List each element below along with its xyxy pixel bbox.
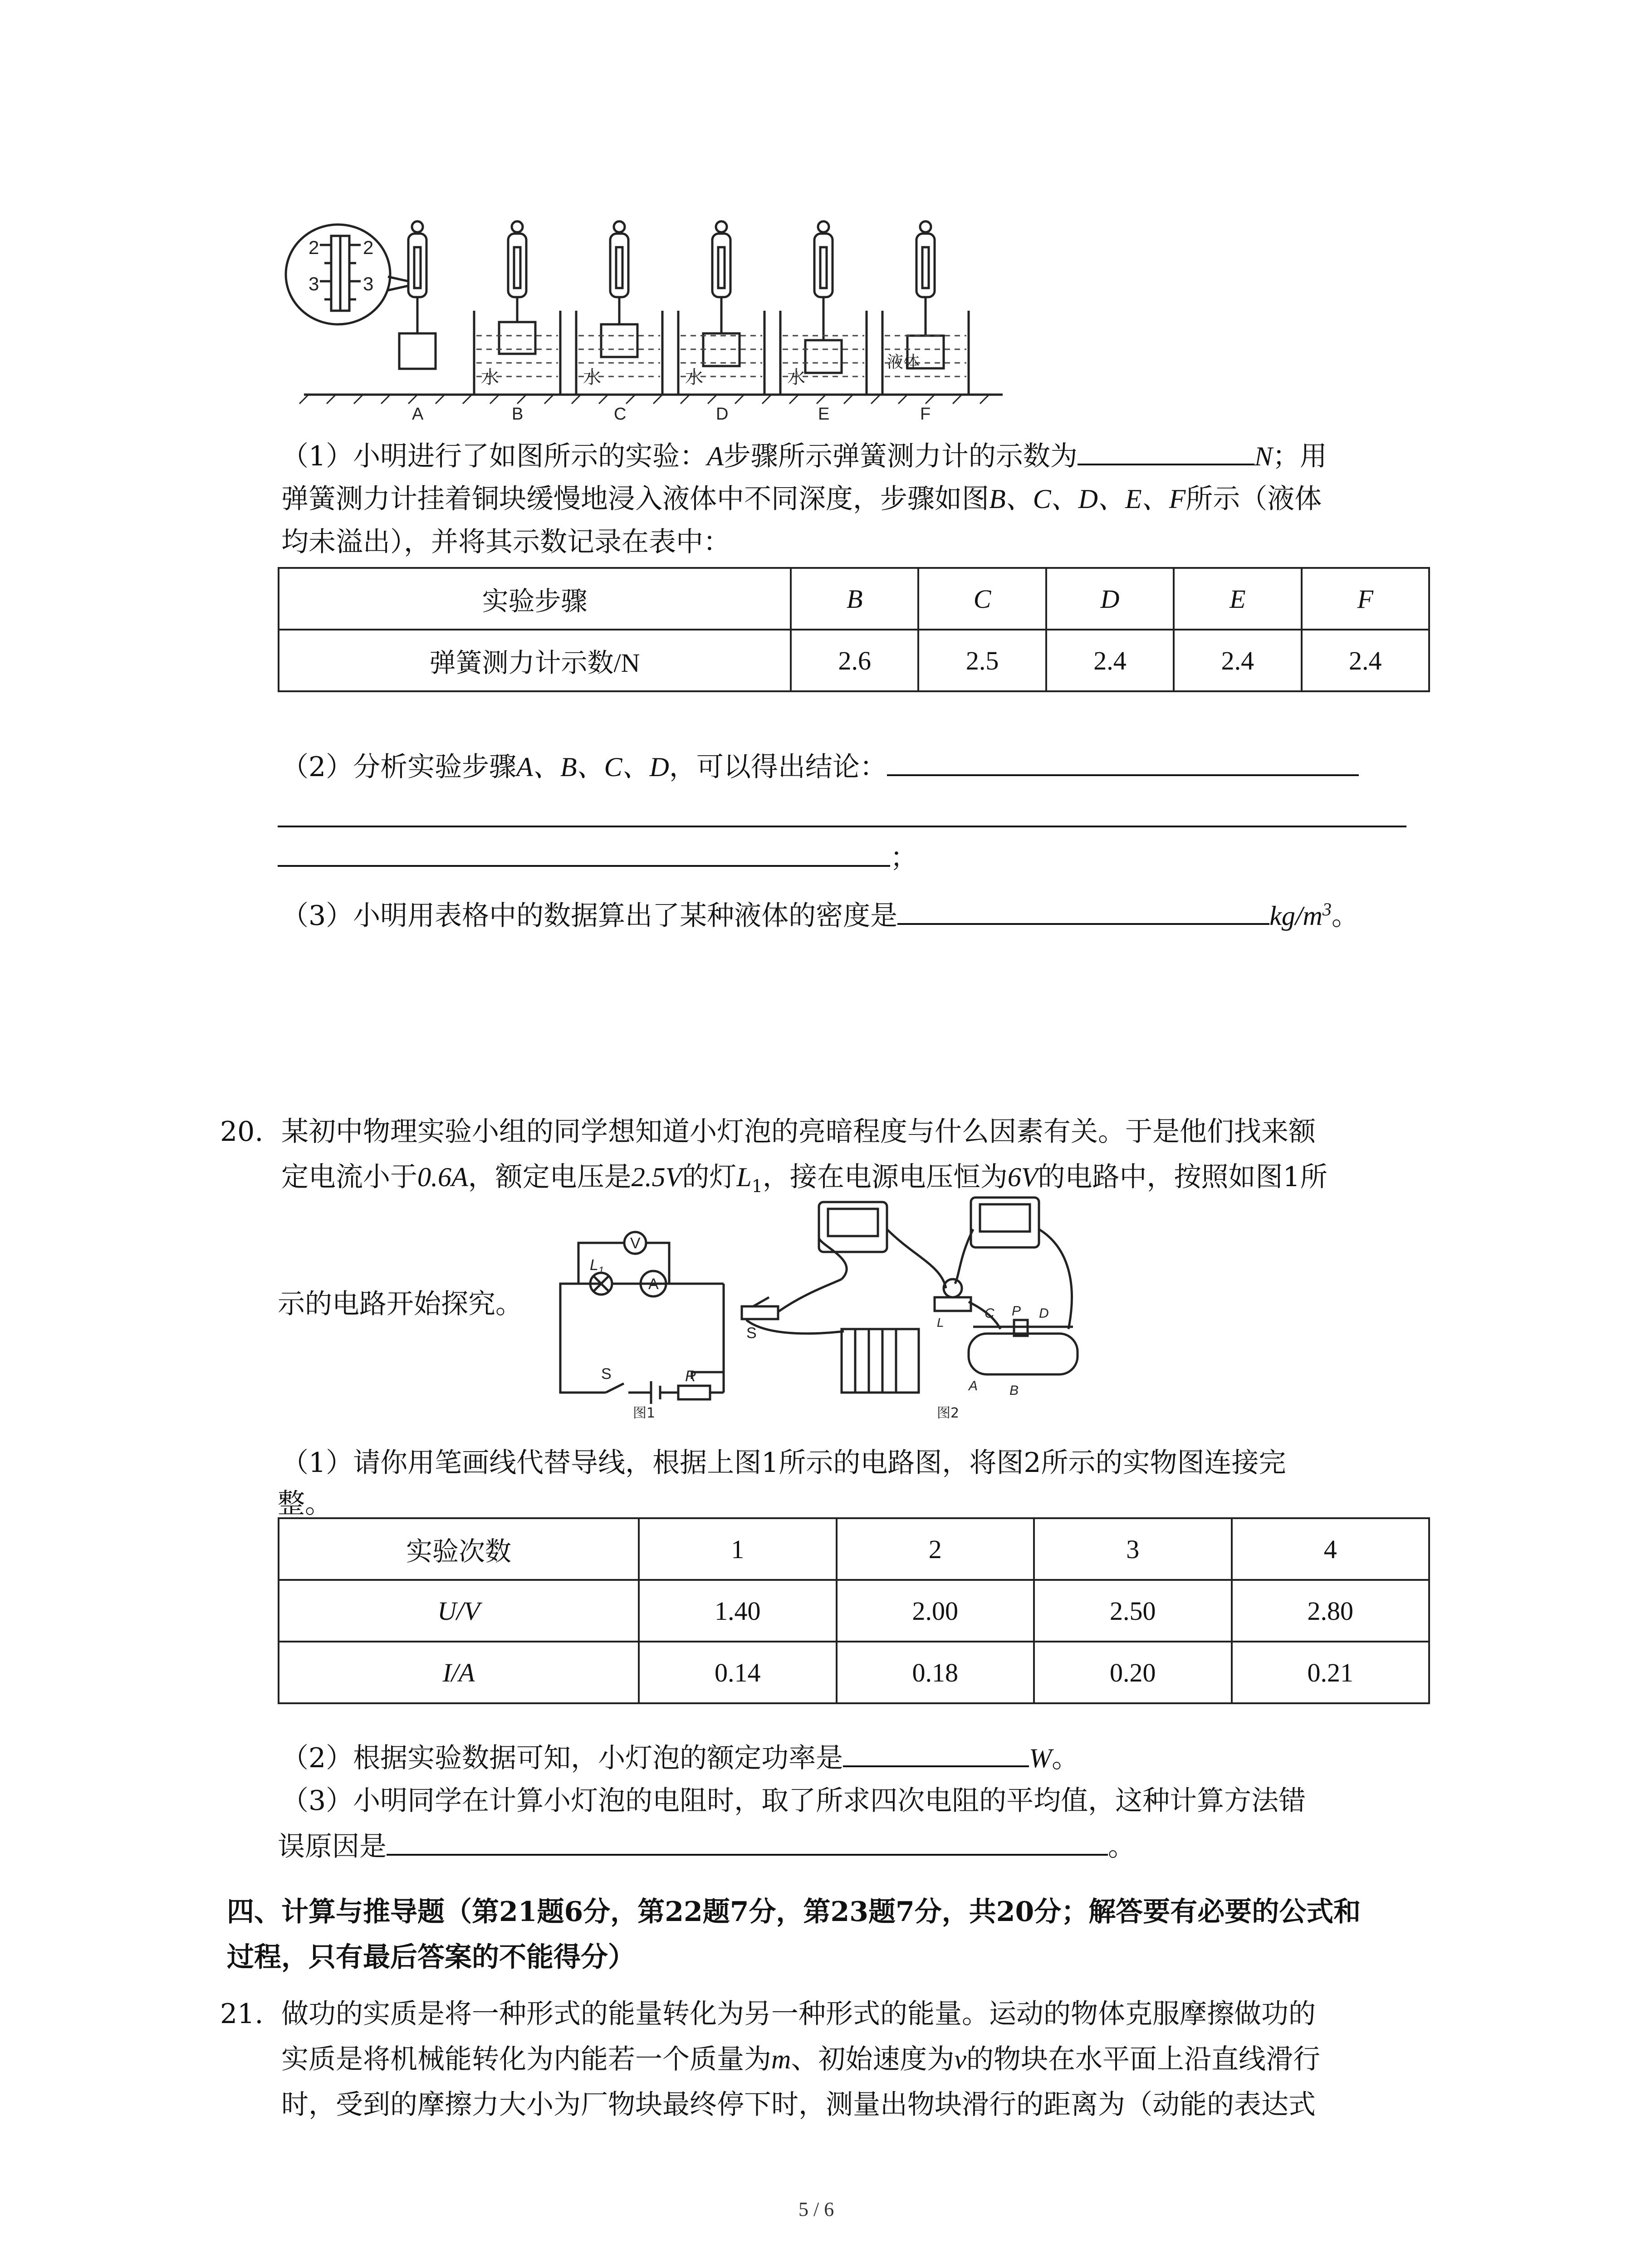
answer-blank[interactable] xyxy=(278,837,890,867)
q21-line1: 21. 做功的实质是将一种形式的能量转化为另一种形式的能量。运动的物体克服摩擦做功的 xyxy=(220,1996,1316,2032)
answer-blank[interactable] xyxy=(1078,435,1254,465)
liquid-label: 水 xyxy=(481,367,499,388)
table-header-cell: D xyxy=(1046,568,1174,630)
table-header-cell: 实验步骤 xyxy=(279,568,791,630)
table-header-cell: F xyxy=(1302,568,1429,630)
figure1-caption: 图1 xyxy=(633,1405,656,1420)
q19-part3: （3）小明用表格中的数据算出了某种液体的密度是 $kg/m^3$。 xyxy=(281,891,1359,934)
scale-label: 2 xyxy=(309,237,319,258)
q19-part1-line1: （1）小明进行了如图所示的实验：A步骤所示弹簧测力计的示数为 N；用 xyxy=(281,435,1327,474)
ammeter-label: A xyxy=(648,1276,659,1293)
table-row-label: I/A xyxy=(279,1642,639,1703)
terminal-d-label: D xyxy=(1039,1306,1049,1321)
step-label: E xyxy=(818,405,830,424)
q19-part2-line3: ； xyxy=(278,837,917,876)
terminal-b-label: B xyxy=(1009,1383,1019,1398)
section-heading-line1: 四、计算与推导题（第21题6分，第22题7分，第23题7分，共20分；解答要有必要的公式和 xyxy=(227,1896,1361,1928)
q20-part1-line1: （1）请你用笔画线代替导线，根据上图1所示的电路图，将图2所示的实物图连接完 xyxy=(281,1447,1286,1479)
terminal-a-label: A xyxy=(969,1378,978,1393)
figure2-caption: 图2 xyxy=(937,1405,960,1420)
spring-scale-figure xyxy=(277,213,1021,426)
table-header-cell: 3 xyxy=(1034,1518,1232,1580)
table-cell: 2.50 xyxy=(1034,1580,1232,1642)
step-label: C xyxy=(614,405,627,424)
step-label: F xyxy=(920,405,931,424)
table-cell: 1.40 xyxy=(639,1580,837,1642)
table-cell: 2.4 xyxy=(1302,630,1429,691)
table-cell: 2.00 xyxy=(837,1580,1034,1642)
scale-label: 2 xyxy=(363,237,374,258)
q20-part1-line2: 整。 xyxy=(278,1488,332,1520)
question-number: 20. xyxy=(220,1116,264,1148)
table-cell: 2.4 xyxy=(1174,630,1301,691)
circuit-figure xyxy=(551,1193,1091,1420)
liquid-label: 水 xyxy=(787,367,805,388)
table-header-cell: 实验次数 xyxy=(279,1518,639,1580)
liquid-label: 水 xyxy=(685,367,703,388)
q20-table xyxy=(278,1517,1430,1704)
terminal-c-label: C xyxy=(985,1306,994,1321)
table-header-cell: 4 xyxy=(1232,1518,1430,1580)
q20-line3: 示的电路开始探究。 xyxy=(278,1288,523,1320)
q19-part2-line1: （2）分析实验步骤A、B、C、D，可以得出结论： xyxy=(281,746,1359,785)
q20-part3-line1: （3）小明同学在计算小灯泡的电阻时，取了所求四次电阻的平均值，这种计算方法错 xyxy=(281,1785,1306,1817)
q19-table xyxy=(278,567,1430,692)
q19-part1-line2: 弹簧测力计挂着铜块缓慢地浸入液体中不同深度，步骤如图B、C、D、E、F所示（液体 xyxy=(281,483,1322,515)
lamp-label-2: L xyxy=(937,1315,944,1330)
table-row-label: U/V xyxy=(279,1580,639,1642)
scale-label: 3 xyxy=(309,273,319,294)
table-cell: 0.18 xyxy=(837,1642,1034,1703)
answer-blank[interactable] xyxy=(387,1826,1108,1856)
section-heading-line2: 过程，只有最后答案的不能得分） xyxy=(227,1941,635,1973)
switch-label: S xyxy=(601,1365,612,1383)
lamp-label: $L_1$ xyxy=(590,1256,604,1276)
answer-blank[interactable] xyxy=(887,746,1359,776)
question-number: 21. xyxy=(220,1998,264,2030)
table-cell: 0.14 xyxy=(639,1642,837,1703)
switch-label-2: S xyxy=(746,1325,757,1342)
table-cell: 2.80 xyxy=(1232,1580,1430,1642)
step-label: B xyxy=(512,405,524,424)
page-number: 5 / 6 xyxy=(798,2198,834,2220)
voltmeter-label: V xyxy=(630,1235,641,1252)
scale-label: 3 xyxy=(363,273,374,294)
q21-line3: 时，受到的摩擦力大小为厂物块最终停下时，测量出物块滑行的距离为（动能的表达式 xyxy=(281,2089,1316,2121)
q20-line1: 20. 某初中物理实验小组的同学想知道小灯泡的亮暗程度与什么因素有关。于是他们找来额 xyxy=(220,1114,1316,1150)
step-label: D xyxy=(716,405,729,424)
table-cell: 0.20 xyxy=(1034,1642,1232,1703)
table-row-label: 弹簧测力计示数/N xyxy=(279,630,791,691)
terminal-p-label: P xyxy=(1012,1304,1021,1319)
table-header-cell: 2 xyxy=(837,1518,1034,1580)
answer-blank[interactable] xyxy=(897,895,1269,925)
answer-blank[interactable] xyxy=(843,1737,1029,1767)
step-label: A xyxy=(412,405,424,424)
rheostat-label: R xyxy=(685,1368,696,1385)
table-cell: 0.21 xyxy=(1232,1642,1430,1703)
table-header-cell: C xyxy=(918,568,1046,630)
table-cell: 2.5 xyxy=(918,630,1046,691)
table-cell: 2.4 xyxy=(1046,630,1174,691)
q20-part2: （2）根据实验数据可知，小灯泡的额定功率是 W。 xyxy=(281,1737,1079,1776)
table-header-cell: 1 xyxy=(639,1518,837,1580)
table-cell: 2.6 xyxy=(791,630,918,691)
table-header-cell: B xyxy=(791,568,918,630)
q19-part1-line3: 均未溢出），并将其示数记录在表中： xyxy=(281,526,730,558)
answer-blank-line[interactable] xyxy=(278,826,1406,827)
q20-part3-line2: 误原因是 。 xyxy=(278,1826,1135,1865)
q21-line2: 实质是将机械能转化为内能若一个质量为m、初始速度为v的物块在水平面上沿直线滑行 xyxy=(281,2043,1320,2075)
table-header-cell: E xyxy=(1174,568,1301,630)
liquid-label: 液体 xyxy=(887,353,920,371)
q20-line2: 定电流小于0.6A，额定电压是2.5V的灯$L_1$，接在电源电压恒为6V的电路中，按照如图1所 xyxy=(281,1161,1327,1196)
liquid-label: 水 xyxy=(583,367,601,388)
